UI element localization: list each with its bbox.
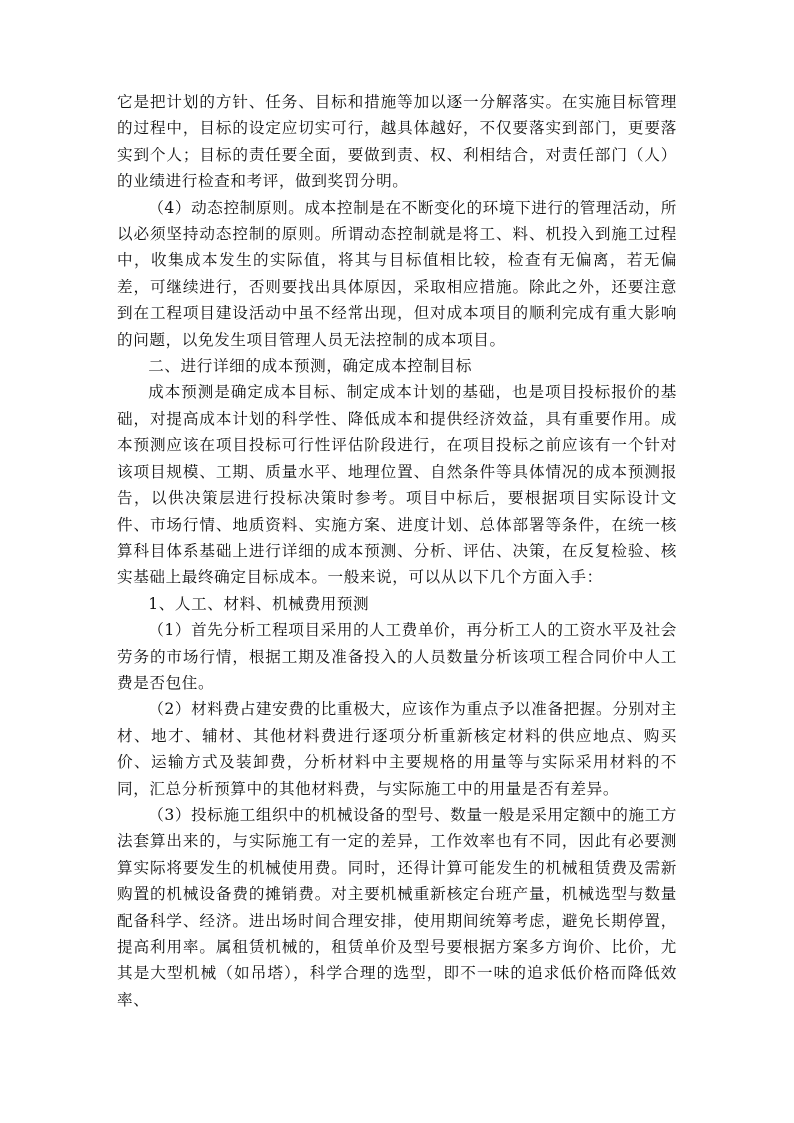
document-page [117,89,677,1013]
paragraph-machine-cost: （3）投标施工组织中的机械设备的型号、数量一般是采用定额中的施工方法套算出来的，与实际施工有一定的差异，工作效率也有不同，因此有必要测算实际将要发生的机械使用费。同时，还得计算可能发生的机械租赁费及需新购置的机械设备费的摊销费。对主要机械重新核定台班产量，机械选型与数量配备科学、经济。进出场时间合理安排，使用期间统筹考虑，避免长期停置，提高利用率。属租赁机械的，租赁单价及型号要根据方案多方询价、比价，尤其是大型机械（如吊塔），科学合理的选型，即不一味的追求低价格而降低效率、 [117,805,677,1009]
paragraph-material-cost: （2）材料费占建安费的比重极大，应该作为重点予以准备把握。分别对主材、地才、辅材、其他材料费进行逐项分析重新核定材料的供应地点、购买价、运输方式及装卸费，分析材料中主要规格的用量等与实际采用材料的不同，汇总分析预算中的其他材料费，与实际施工中的用量是否有差异。 [117,700,677,798]
section-heading-cost-forecast: 二、进行详细的成本预测，确定成本控制目标 [148,357,473,376]
subheading-labor-material-machine: 1、人工、材料、机械费用预测 [148,594,370,613]
paragraph-target-management: 它是把计划的方针、任务、目标和措施等加以逐一分解落实。在实施目标管理的过程中，目标的设定应切实可行，越具体越好，不仅要落实到部门，更要落实到个人；目标的责任要全面，要做到责、权、利相结合，对责任部门（人）的业绩进行检查和考评，做到奖罚分明。 [117,93,677,191]
paragraph-dynamic-control: （4）动态控制原则。成本控制是在不断变化的环境下进行的管理活动，所以必须坚持动态控制的原则。所谓动态控制就是将工、料、机投入到施工过程中，收集成本发生的实际值，将其与目标值相比较，检查有无偏离，若无偏差，可继续进行，否则要找出具体原因，采取相应措施。除此之外，还要注意到在工程项目建设活动中虽不经常出现，但对成本项目的顺利完成有重大影响的问题，以免发生项目管理人员无法控制的成本项目。 [117,198,677,349]
paragraph-cost-forecast: 成本预测是确定成本目标、制定成本计划的基础，也是项目投标报价的基础，对提高成本计划的科学性、降低成本和提供经济效益，具有重要作用。成本预测应该在项目投标可行性评估阶段进行，在项目投标之前应该有一个针对该项目规模、工期、质量水平、地理位置、自然条件等具体情况的成本预测报告，以供决策层进行投标决策时参考。项目中标后，要根据项目实际设计文件、市场行情、地质资料、实施方案、进度计划、总体部署等条件，在统一核算科目体系基础上进行详细的成本预测、分析、评估、决策，在反复检验、核实基础上最终确定目标成本。一般来说，可以从以下几个方面入手： [117,383,677,587]
paragraph-labor-cost: （1）首先分析工程项目采用的人工费单价，再分析工人的工资水平及社会劳务的市场行情，根据工期及准备投入的人员数量分析该项工程合同价中人工费是否包住。 [117,621,677,692]
